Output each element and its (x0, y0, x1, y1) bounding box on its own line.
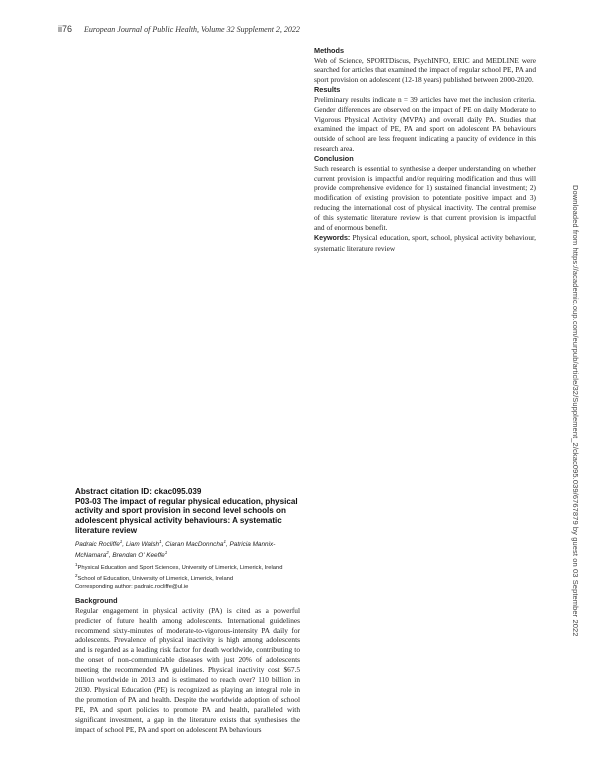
affil-text: Physical Education and Sport Sciences, University of Limerick, Limerick, Ireland (77, 564, 283, 571)
download-watermark (567, 185, 581, 637)
affiliation-2 (75, 572, 300, 584)
author-name: , Patricia Mannix-McNamara (75, 540, 276, 560)
author-affil-mark: 1 (223, 538, 226, 544)
author-list (75, 538, 300, 561)
keywords-label: Keywords: (314, 234, 351, 242)
background-heading: Background (75, 596, 118, 606)
author-name: Padraic Rocliffe (75, 540, 120, 548)
author-affil-mark: 1 (164, 550, 168, 556)
running-header (58, 24, 300, 34)
left-column (75, 487, 300, 734)
affil-mark: 1 (75, 561, 78, 567)
keywords (314, 233, 536, 254)
affiliation-1 (75, 561, 300, 573)
abstract-citation-id: Abstract citation ID: ckac095.039 (75, 487, 202, 496)
corresponding-author: Corresponding author: padraic.rocliffe@ul.ie (75, 583, 189, 590)
author-name: , Brendan O' Keeffe (108, 552, 165, 560)
journal-title: European Journal of Public Health, Volume 32 Supplement 2, 2022 (84, 25, 300, 34)
author-affil-mark: 1 (119, 538, 123, 544)
keywords-text: Physical education, sport, school, physical activity behaviour, systematic literature review (314, 233, 536, 253)
author-affil-mark: 1 (159, 538, 162, 544)
methods-heading: Methods (314, 46, 344, 55)
abstract-title: P03-03 The impact of regular physical education, physical activity and sport provision in second level schools on adolescent physical activity behaviours: A systematic literature review (75, 496, 298, 535)
results-heading: Results (314, 85, 341, 95)
background-text: Regular engagement in physical activity (PA) is cited as a powerful predicter of future health among adolescents. International guidelines recommend sixty-minutes of moderate-to-vigorous-intensity PA daily for adolescents. Prevalence of physical inactivity is high among adolescents and is regarded as a leading risk factor for death worldwide, contributing to the onset of non-communicable diseases with just 20% of adolescents meeting the recommended PA guidelines. Physical inactivity cost $67.5 billion worldwide in 2013 and is estimated to reach over? 110 billion in 2030. Physical Education (PE) is recognized as playing an integral role in the promotion of PA and health. Despite the worldwide adoption of school PE, PA and sport policies to promote PA and health, paralleled with significant investment, a gap in the literature exists that synthesises the impact of school PE, PA and sport on adolescent PA behaviours (75, 605, 300, 734)
conclusion-text: Such research is essential to synthesise a deeper understanding on whether current provision is impactful and/or requiring modification and thus will provide comprehensive evidence for 1) sustained financial investment; 2) modification of existing provision to potentiate positive impact and 3) reducing the international cost of physical inactivity. The central premise of this systematic literature review is that current provision is impactful and of enormous benefit. (314, 163, 536, 233)
page-number: ii76 (58, 24, 73, 34)
affil-mark: 2 (75, 573, 78, 579)
methods-text: Web of Science, SPORTDiscus, PsychINFO, ERIC and MEDLINE were searched for articles that examined the impact of regular school PE, PA and sport provision on adolescent (12-18 years) published between 2000-2020. (314, 55, 536, 85)
affil-text: School of Education, University of Limerick, Limerick, Ireland (77, 576, 234, 583)
results-text: Preliminary results indicate n = 39 articles have met the inclusion criteria. Gender differences are observed on the impact of PE on daily Moderate to Vigorous Physical Activity (MVPA) and overall daily PA. Studies that examined the impact of PE, PA and sport on adolescent PA behaviours outside of school are less frequent indicating a paucity of evidence in this research area. (314, 94, 536, 154)
author-name: , Liam Walsh (122, 540, 160, 548)
download-note: Downloaded from https://academic.oup.com/eurpub/article/32/Supplement_2/ckac095.039/6767879 by guest on 03 September 2022 (571, 185, 580, 637)
author-affil-mark: 2 (106, 550, 109, 556)
conclusion-heading: Conclusion (314, 154, 354, 164)
author-name: , Ciaran MacDonncha (161, 540, 224, 548)
right-column (314, 46, 536, 254)
